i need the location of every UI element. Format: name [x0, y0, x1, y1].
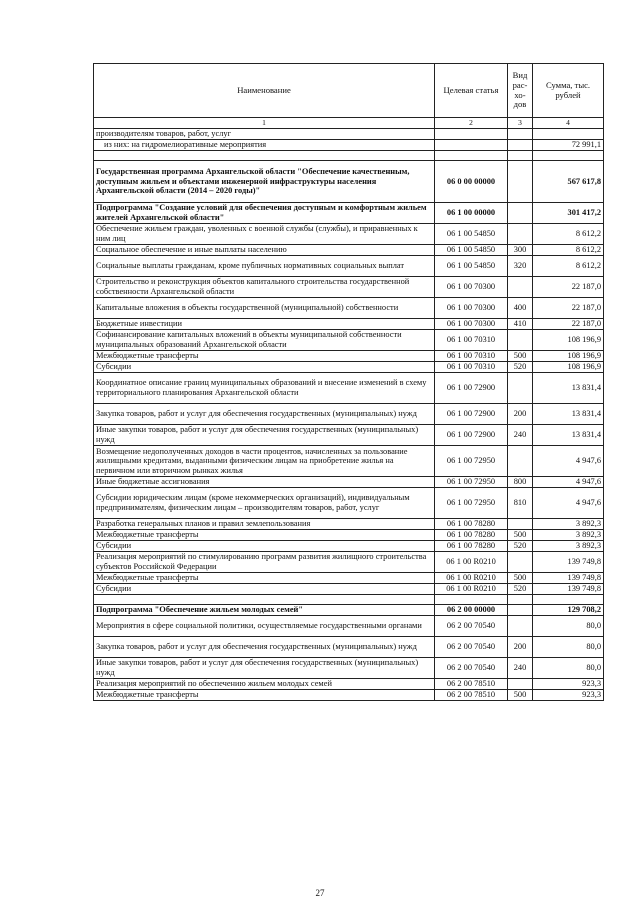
spacer-row — [94, 151, 604, 161]
table-row — [94, 224, 604, 245]
row-sum: 13 831,4 — [533, 425, 604, 446]
table-row — [94, 425, 604, 446]
row-code: 06 2 00 00000 — [435, 605, 508, 616]
row-name: Социальное обеспечение и иные выплаты населению — [94, 245, 435, 256]
row-type — [508, 140, 533, 151]
column-number: 1 — [94, 118, 435, 129]
header-expense-type: Вид рас- хо- дов — [508, 64, 533, 118]
table-row — [94, 584, 604, 595]
row-type — [508, 552, 533, 573]
row-code: 06 2 00 78510 — [435, 679, 508, 690]
row-sum: 3 892,3 — [533, 530, 604, 541]
row-code: 06 1 00 70310 — [435, 330, 508, 351]
table-row — [94, 319, 604, 330]
row-sum: 22 187,0 — [533, 277, 604, 298]
row-type — [508, 679, 533, 690]
row-name: Обеспечение жильем граждан, уволенных с военной службы (службы), и приравненных к ним лиц — [94, 224, 435, 245]
row-sum: 129 708,2 — [533, 605, 604, 616]
row-code: 06 0 00 00000 — [435, 161, 508, 203]
row-sum: 80,0 — [533, 616, 604, 637]
row-code: 06 2 00 70540 — [435, 658, 508, 679]
row-sum: 3 892,3 — [533, 519, 604, 530]
row-sum: 108 196,9 — [533, 330, 604, 351]
subprogram-row — [94, 203, 604, 224]
row-type: 800 — [508, 477, 533, 488]
table-row — [94, 140, 604, 151]
row-code: 06 1 00 R0210 — [435, 584, 508, 595]
row-type — [508, 203, 533, 224]
table-row — [94, 658, 604, 679]
row-sum: 22 187,0 — [533, 298, 604, 319]
table-row — [94, 362, 604, 373]
row-type — [508, 161, 533, 203]
row-name: Межбюджетные трансферты — [94, 573, 435, 584]
row-type — [508, 151, 533, 161]
table-row — [94, 373, 604, 404]
row-type — [508, 129, 533, 140]
row-sum: 13 831,4 — [533, 404, 604, 425]
row-type — [508, 373, 533, 404]
row-code: 06 1 00 70300 — [435, 319, 508, 330]
table-header-row — [94, 64, 604, 118]
row-type: 520 — [508, 541, 533, 552]
row-name: Межбюджетные трансферты — [94, 351, 435, 362]
row-name: Иные бюджетные ассигнования — [94, 477, 435, 488]
row-name — [94, 595, 435, 605]
row-type: 400 — [508, 298, 533, 319]
row-type: 240 — [508, 658, 533, 679]
row-name: Реализация мероприятий по стимулированию программ развития жилищного строительства субъектов Российской Федерации — [94, 552, 435, 573]
row-code: 06 1 00 54850 — [435, 256, 508, 277]
subprogram-row — [94, 605, 604, 616]
row-code — [435, 140, 508, 151]
row-code: 06 1 00 72950 — [435, 488, 508, 519]
row-name: Координатное описание границ муниципальных образований и внесение изменений в схему территориального планирования Архангельской области — [94, 373, 435, 404]
row-sum: 139 749,8 — [533, 552, 604, 573]
spacer-row — [94, 595, 604, 605]
row-name: Реализация мероприятий по обеспечению жильем молодых семей — [94, 679, 435, 690]
table-row — [94, 541, 604, 552]
row-type: 300 — [508, 245, 533, 256]
row-sum: 72 991,1 — [533, 140, 604, 151]
table-row — [94, 637, 604, 658]
row-type: 410 — [508, 319, 533, 330]
row-sum: 301 417,2 — [533, 203, 604, 224]
row-code: 06 1 00 R0210 — [435, 573, 508, 584]
row-type: 240 — [508, 425, 533, 446]
row-type: 500 — [508, 351, 533, 362]
row-name: Закупка товаров, работ и услуг для обеспечения государственных (муниципальных) нужд — [94, 404, 435, 425]
row-code: 06 1 00 72950 — [435, 446, 508, 477]
row-type: 500 — [508, 690, 533, 701]
row-sum — [533, 595, 604, 605]
row-code — [435, 595, 508, 605]
row-type — [508, 277, 533, 298]
row-name: Капитальные вложения в объекты государственной (муниципальной) собственности — [94, 298, 435, 319]
budget-table — [93, 63, 604, 701]
row-type: 200 — [508, 637, 533, 658]
row-code: 06 2 00 78510 — [435, 690, 508, 701]
column-number: 2 — [435, 118, 508, 129]
row-name: Субсидии — [94, 584, 435, 595]
table-row — [94, 679, 604, 690]
row-sum: 80,0 — [533, 658, 604, 679]
row-name: Субсидии — [94, 541, 435, 552]
table-row — [94, 330, 604, 351]
row-code — [435, 129, 508, 140]
column-number: 3 — [508, 118, 533, 129]
row-name: Межбюджетные трансферты — [94, 530, 435, 541]
row-type — [508, 224, 533, 245]
row-code: 06 1 00 70300 — [435, 277, 508, 298]
row-sum: 108 196,9 — [533, 362, 604, 373]
row-code: 06 1 00 72900 — [435, 373, 508, 404]
table-row — [94, 552, 604, 573]
row-name: Софинансирование капитальных вложений в объекты муниципальной собственности муниципальных образований Архангельской области — [94, 330, 435, 351]
row-sum: 139 749,8 — [533, 573, 604, 584]
table-row — [94, 298, 604, 319]
row-sum: 4 947,6 — [533, 446, 604, 477]
table-row — [94, 277, 604, 298]
row-code: 06 1 00 72900 — [435, 404, 508, 425]
row-name: Иные закупки товаров, работ и услуг для обеспечения государственных (муниципальных) нужд — [94, 658, 435, 679]
row-sum: 80,0 — [533, 637, 604, 658]
row-name: Межбюджетные трансферты — [94, 690, 435, 701]
header-sum: Сумма, тыс. рублей — [533, 64, 604, 118]
row-sum: 4 947,6 — [533, 477, 604, 488]
table-row — [94, 573, 604, 584]
row-name: Государственная программа Архангельской области "Обеспечение качественным, доступным жильем и объектами инженерной инфраструктуры населения Архангельской области (2014 – 2020 годы)" — [94, 161, 435, 203]
table-row — [94, 404, 604, 425]
row-sum: 8 612,2 — [533, 256, 604, 277]
row-sum: 3 892,3 — [533, 541, 604, 552]
program-row — [94, 161, 604, 203]
row-type: 520 — [508, 362, 533, 373]
row-code: 06 1 00 78280 — [435, 530, 508, 541]
row-sum — [533, 129, 604, 140]
row-code: 06 1 00 70310 — [435, 351, 508, 362]
row-code: 06 1 00 00000 — [435, 203, 508, 224]
row-type — [508, 595, 533, 605]
row-name: Строительство и реконструкция объектов капитального строительства государственной собственности Архангельской области — [94, 277, 435, 298]
row-sum: 4 947,6 — [533, 488, 604, 519]
table-row — [94, 446, 604, 477]
row-name: Иные закупки товаров, работ и услуг для обеспечения государственных (муниципальных) нужд — [94, 425, 435, 446]
table-row — [94, 129, 604, 140]
row-name: Подпрограмма "Обеспечение жильем молодых семей" — [94, 605, 435, 616]
row-name: Подпрограмма "Создание условий для обеспечения доступным и комфортным жильем жителей Архангельской области" — [94, 203, 435, 224]
row-code: 06 1 00 70300 — [435, 298, 508, 319]
row-type: 500 — [508, 573, 533, 584]
row-code: 06 1 00 54850 — [435, 245, 508, 256]
row-code — [435, 151, 508, 161]
row-name: производителям товаров, работ, услуг — [94, 129, 435, 140]
row-code: 06 2 00 70540 — [435, 637, 508, 658]
page-number: 27 — [315, 888, 325, 898]
row-type: 810 — [508, 488, 533, 519]
row-type: 320 — [508, 256, 533, 277]
row-name: Мероприятия в сфере социальной политики, осуществляемые государственными органами — [94, 616, 435, 637]
row-code: 06 1 00 78280 — [435, 541, 508, 552]
row-sum: 8 612,2 — [533, 224, 604, 245]
row-name: Социальные выплаты гражданам, кроме публичных нормативных социальных выплат — [94, 256, 435, 277]
row-name: Субсидии — [94, 362, 435, 373]
row-code: 06 1 00 70310 — [435, 362, 508, 373]
row-name: Возмещение недополученных доходов в части процентов, начисленных за пользование жилищными кредитами, выданными физическим лицам на приобретение жилья на первичном или вторичном рынках жилья — [94, 446, 435, 477]
table-row — [94, 519, 604, 530]
row-type — [508, 605, 533, 616]
row-name — [94, 151, 435, 161]
row-type: 200 — [508, 404, 533, 425]
row-code: 06 1 00 54850 — [435, 224, 508, 245]
table-row — [94, 690, 604, 701]
row-code: 06 1 00 78280 — [435, 519, 508, 530]
row-code: 06 1 00 R0210 — [435, 552, 508, 573]
row-type — [508, 330, 533, 351]
row-name: Бюджетные инвестиции — [94, 319, 435, 330]
row-sum: 8 612,2 — [533, 245, 604, 256]
header-target-article: Целевая статья — [435, 64, 508, 118]
column-number-row — [94, 118, 604, 129]
row-code: 06 1 00 72950 — [435, 477, 508, 488]
table-row — [94, 530, 604, 541]
row-type: 500 — [508, 530, 533, 541]
row-type — [508, 616, 533, 637]
table-row — [94, 616, 604, 637]
row-sum: 923,3 — [533, 679, 604, 690]
table-row — [94, 488, 604, 519]
row-name: Разработка генеральных планов и правил землепользования — [94, 519, 435, 530]
row-sum: 13 831,4 — [533, 373, 604, 404]
row-name: из них: на гидромелиоративные мероприятия — [94, 140, 435, 151]
table-row — [94, 256, 604, 277]
row-sum — [533, 151, 604, 161]
row-name: Закупка товаров, работ и услуг для обеспечения государственных (муниципальных) нужд — [94, 637, 435, 658]
header-name: Наименование — [94, 64, 435, 118]
row-code: 06 2 00 70540 — [435, 616, 508, 637]
row-type — [508, 446, 533, 477]
row-sum: 567 617,8 — [533, 161, 604, 203]
column-number: 4 — [533, 118, 604, 129]
table-row — [94, 477, 604, 488]
row-type: 520 — [508, 584, 533, 595]
table-row — [94, 245, 604, 256]
row-sum: 108 196,9 — [533, 351, 604, 362]
row-code: 06 1 00 72900 — [435, 425, 508, 446]
row-sum: 22 187,0 — [533, 319, 604, 330]
row-name: Субсидии юридическим лицам (кроме некоммерческих организаций), индивидуальным предпринимателям, физическим лицам – производителям товаров, работ, услуг — [94, 488, 435, 519]
row-sum: 139 749,8 — [533, 584, 604, 595]
row-type — [508, 519, 533, 530]
row-sum: 923,3 — [533, 690, 604, 701]
table-row — [94, 351, 604, 362]
